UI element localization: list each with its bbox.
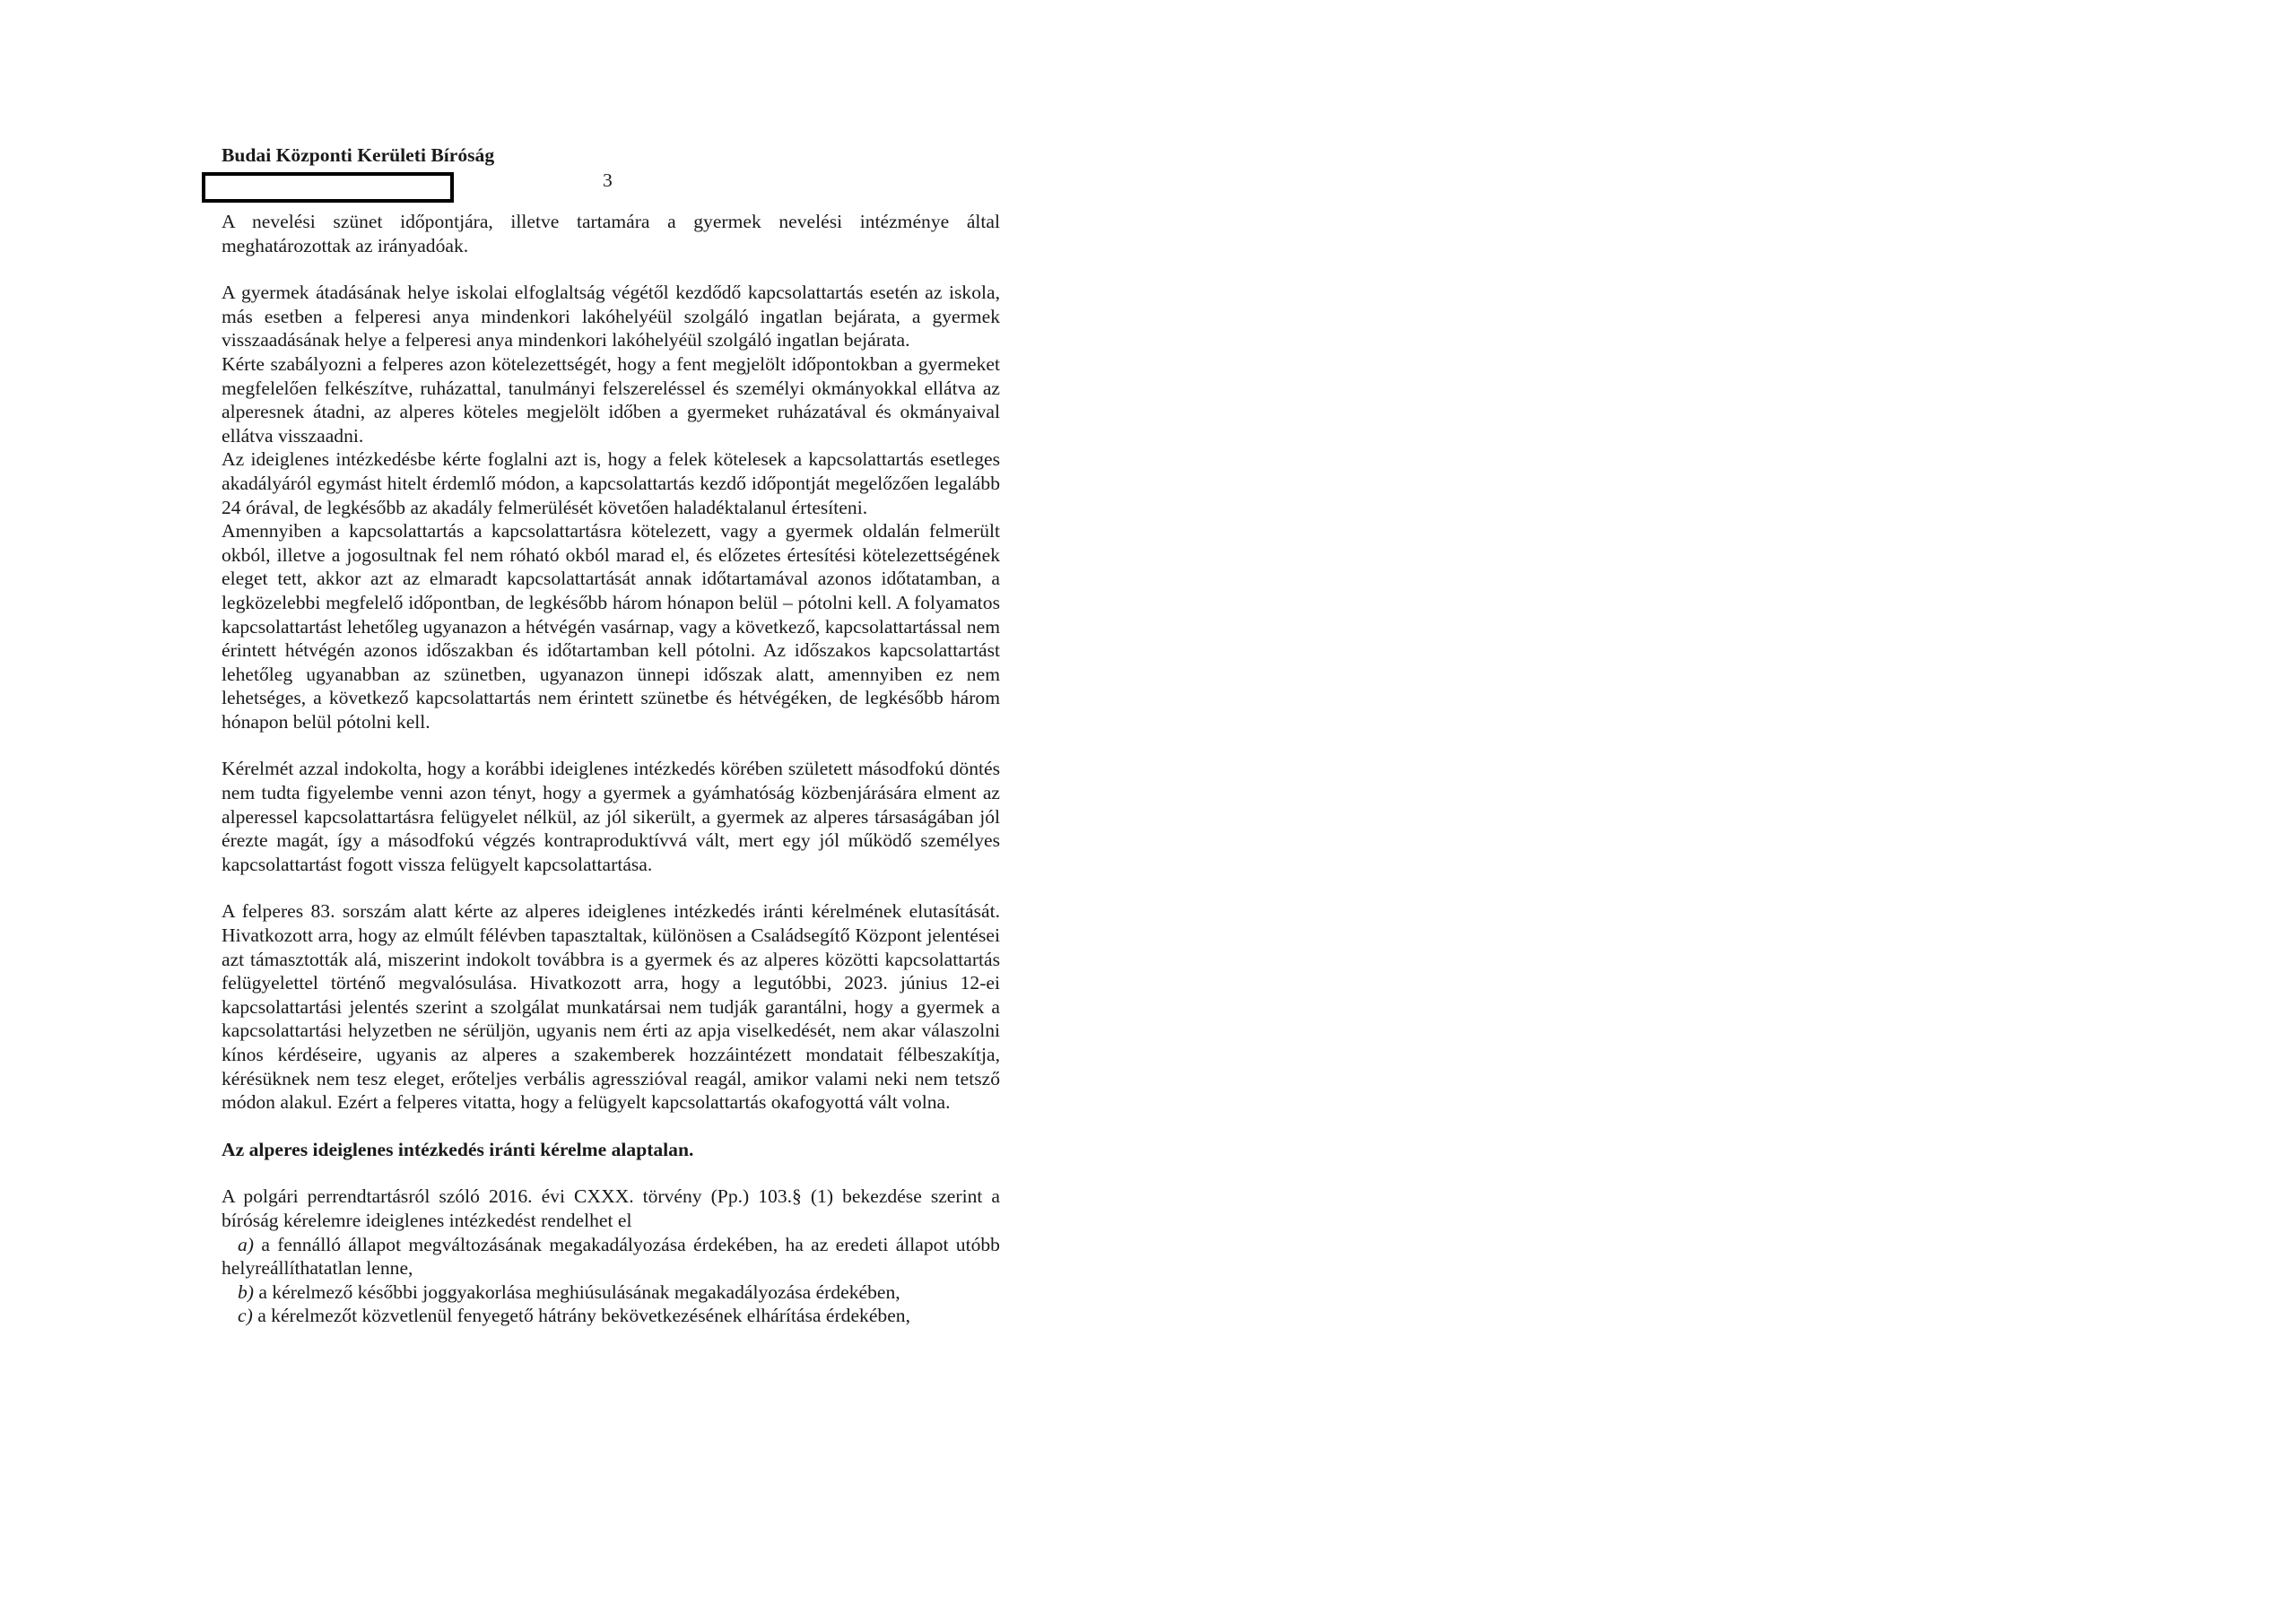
paragraph-spacer — [222, 876, 1000, 899]
paragraph-2: A gyermek átadásának helye iskolai elfoglaltság végétől kezdődő kapcsolattartás esetén az iskola, más esetben a felperesi anya mindenkori lakóhelyéül szolgáló ingatlan bejárata, a gyermek visszaadásának helye a felperesi anya mindenkori lakóhelyéül szolgáló ingatlan bejárata. — [222, 282, 1000, 352]
list-item-letter: a) — [238, 1233, 254, 1255]
page-number: 3 — [603, 169, 613, 191]
paragraph-3: Kérte szabályozni a felperes azon kötelezettségét, hogy a fent megjelölt időpontokban a gyermeket megfelelően felkészítve, ruházattal, tanulmányi felszereléssel és személyi okmányokkal ellátva az alperesnek átadni, az alperes köteles megjelölt időben a gyermeket ruházatával és okmányaival ellátva visszaadni. — [222, 352, 1000, 447]
paragraph-4: Az ideiglenes intézkedésbe kérte foglalni azt is, hogy a felek kötelesek a kapcsolattartás esetleges akadályáról egymást hitelt érdemlő módon, a kapcsolattartás kezdő időpontját megelőzően legalább 24 órával, de legkésőbb az akadály felmerülését követően haladéktalanul értesíteni. — [222, 448, 1000, 518]
list-item — [222, 1233, 1000, 1280]
paragraph-1: A nevelési szünet időpontjára, illetve tartamára a gyermek nevelési intézménye által meghatározottak az irányadóak. — [222, 211, 1000, 256]
paragraph-5: Amennyiben a kapcsolattartás a kapcsolattartásra kötelezett, vagy a gyermek oldalán felmerült okból, illetve a jogosultnak fel nem róható okból marad el, és előzetes értesítési kötelezettségének eleget tett, akkor azt az elmaradt kapcsolattartását annak időtartamával azonos időtatamban, a legközelebbi megfelelő időpontban, de legkésőbb három hónapon belül – pótolni kell. A folyamatos kapcsolattartást lehetőleg ugyanazon a hétvégén vasárnap, vagy a következő, kapcsolattartással nem érintett hétvégén azonos időszakban és időtartamban kell pótolni. Az időszakos kapcsolattartást lehetőleg ugyanabban az szünetben, ugyanazon ünnepi időszak alatt, amennyiben ez nem lehetséges, a következő kapcsolattartás nem érintett szünetbe és hétvégéken, de legkésőbb három hónapon belül pótolni kell. — [222, 520, 1000, 733]
paragraph-7: A felperes 83. sorszám alatt kérte az alperes ideiglenes intézkedés iránti kérelmének elutasítását. Hivatkozott arra, hogy az elmúlt félévben tapasztaltak, különösen a Családsegítő Központ jelentései azt támasztották alá, miszerint indokolt továbbra is a gyermek és az alperes közötti kapcsolattartás felügyelettel történő megvalósulása. Hivatkozott arra, hogy a legutóbbi, 2023. június 12-ei kapcsolattartási jelentés szerint a szolgálat munkatársai nem tudják garantálni, hogy a gyermek a kapcsolattartási helyzetben ne sérüljön, ugyanis nem érti az apja viselkedését, nem akar válaszolni kínos kérdéseire, ugyanis az alperes a szakemberek hozzáintézett mondatait félbeszakítja, kérésüknek nem tesz eleget, erőteljes verbális agresszióval reagál, amikor valami neki nem tetsző módon alakul. Ezért a felperes vitatta, hogy a felügyelt kapcsolattartás okafogyottá vált volna. — [222, 900, 1000, 1114]
list-item — [222, 1304, 1000, 1328]
list-item-letter: c) — [238, 1305, 253, 1327]
list-item-text: a kérelmező későbbi joggyakorlása meghiúsulásának megakadályozása érdekében, — [258, 1280, 900, 1303]
paragraph-6: Kérelmét azzal indokolta, hogy a korábbi ideiglenes intézkedés körében született másodfokú döntés nem tudta figyelembe venni azon tényt, hogy a gyermek a gyámhatóság közbenjárására elment az alperessel kapcsolattartásra felügyelet nélkül, az jól sikerült, a gyermek az alperes társaságában jól érezte magát, így a másodfokú végzés kontraproduktívvá vált, mert egy jól működő személyes kapcsolattartást fogott vissza felügyelt kapcsolattartása. — [222, 758, 1000, 875]
paragraph-spacer — [222, 1115, 1000, 1138]
list-item-letter: b) — [238, 1280, 254, 1303]
paragraph-8: A polgári perrendtartásról szóló 2016. évi CXXX. törvény (Pp.) 103.§ (1) bekezdése szerint a bíróság kérelemre ideiglenes intézkedést rendelhet el — [222, 1185, 1000, 1231]
court-name: Budai Központi Kerületi Bíróság — [222, 144, 495, 166]
paragraph-spacer — [222, 1161, 1000, 1185]
redaction-box — [202, 172, 454, 203]
list-item-text: a kérelmezőt közvetlenül fenyegető hátrány bekövetkezésének elhárítása érdekében, — [257, 1305, 911, 1327]
section-heading: Az alperes ideiglenes intézkedés iránti kérelme alaptalan. — [222, 1138, 694, 1160]
list-item — [222, 1280, 1000, 1305]
document-page — [222, 143, 1000, 1328]
paragraph-spacer — [222, 733, 1000, 757]
header-row — [222, 167, 1000, 203]
list-item-text: a fennálló állapot megváltozásának megakadályozása érdekében, ha az eredeti állapot utóbb helyreállíthatatlan lenne, — [222, 1233, 1000, 1280]
paragraph-spacer — [222, 257, 1000, 281]
